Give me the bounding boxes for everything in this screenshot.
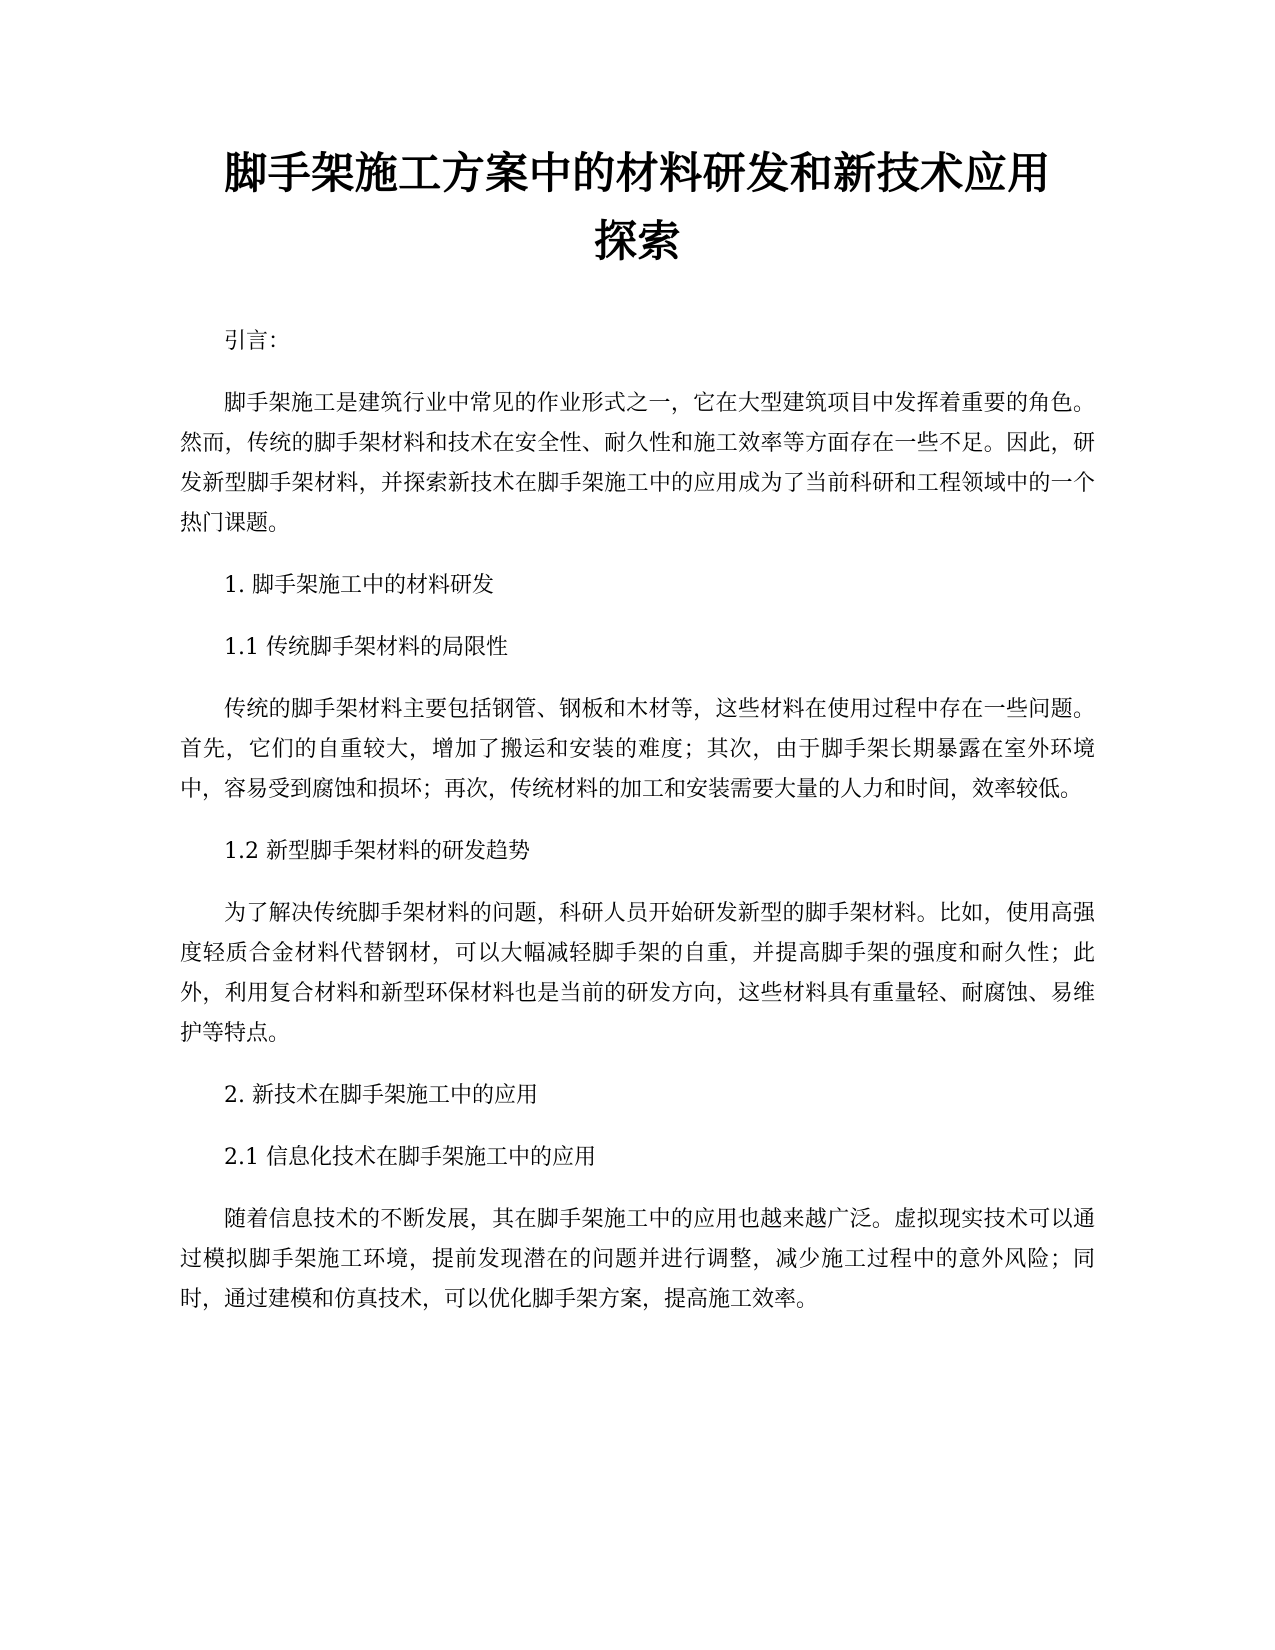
section-2-heading: 2. 新技术在脚手架施工中的应用 [224, 1083, 538, 1108]
section-1-2-paragraph: 为了解决传统脚手架材料的问题，科研人员开始研发新型的脚手架材料。比如，使用高强度轻质合金材料代替钢材，可以大幅减轻脚手架的自重，并提高脚手架的强度和耐久性；此外，利用复合材料和新型环保材料也是当前的研发方向，这些材料具有重量轻、耐腐蚀、易维护等特点。 [180, 901, 1095, 1046]
title-line-1: 脚手架施工方案中的材料研发和新技术应用 [224, 149, 1051, 199]
section-2-1-paragraph: 随着信息技术的不断发展，其在脚手架施工中的应用也越来越广泛。虚拟现实技术可以通过模拟脚手架施工环境，提前发现潜在的问题并进行调整，减少施工过程中的意外风险；同时，通过建模和仿真技术，可以优化脚手架方案，提高施工效率。 [180, 1207, 1095, 1312]
section-1-2-heading: 1.2 新型脚手架材料的研发趋势 [224, 839, 530, 864]
document-title [180, 140, 1095, 276]
section-2-1-heading: 2.1 信息化技术在脚手架施工中的应用 [224, 1145, 596, 1170]
document-page [180, 140, 1095, 1342]
document-body [180, 322, 1095, 1320]
intro-label: 引言： [224, 329, 291, 354]
section-1-1-heading: 1.1 传统脚手架材料的局限性 [224, 635, 508, 660]
intro-paragraph: 脚手架施工是建筑行业中常见的作业形式之一，它在大型建筑项目中发挥着重要的角色。然而，传统的脚手架材料和技术在安全性、耐久性和施工效率等方面存在一些不足。因此，研发新型脚手架材料，并探索新技术在脚手架施工中的应用成为了当前科研和工程领域中的一个热门课题。 [180, 391, 1095, 536]
section-1-1-paragraph: 传统的脚手架材料主要包括钢管、钢板和木材等，这些材料在使用过程中存在一些问题。首先，它们的自重较大，增加了搬运和安装的难度；其次，由于脚手架长期暴露在室外环境中，容易受到腐蚀和损坏；再次，传统材料的加工和安装需要大量的人力和时间，效率较低。 [180, 697, 1095, 802]
title-line-2: 探索 [594, 217, 681, 267]
section-1-heading: 1. 脚手架施工中的材料研发 [224, 573, 494, 598]
